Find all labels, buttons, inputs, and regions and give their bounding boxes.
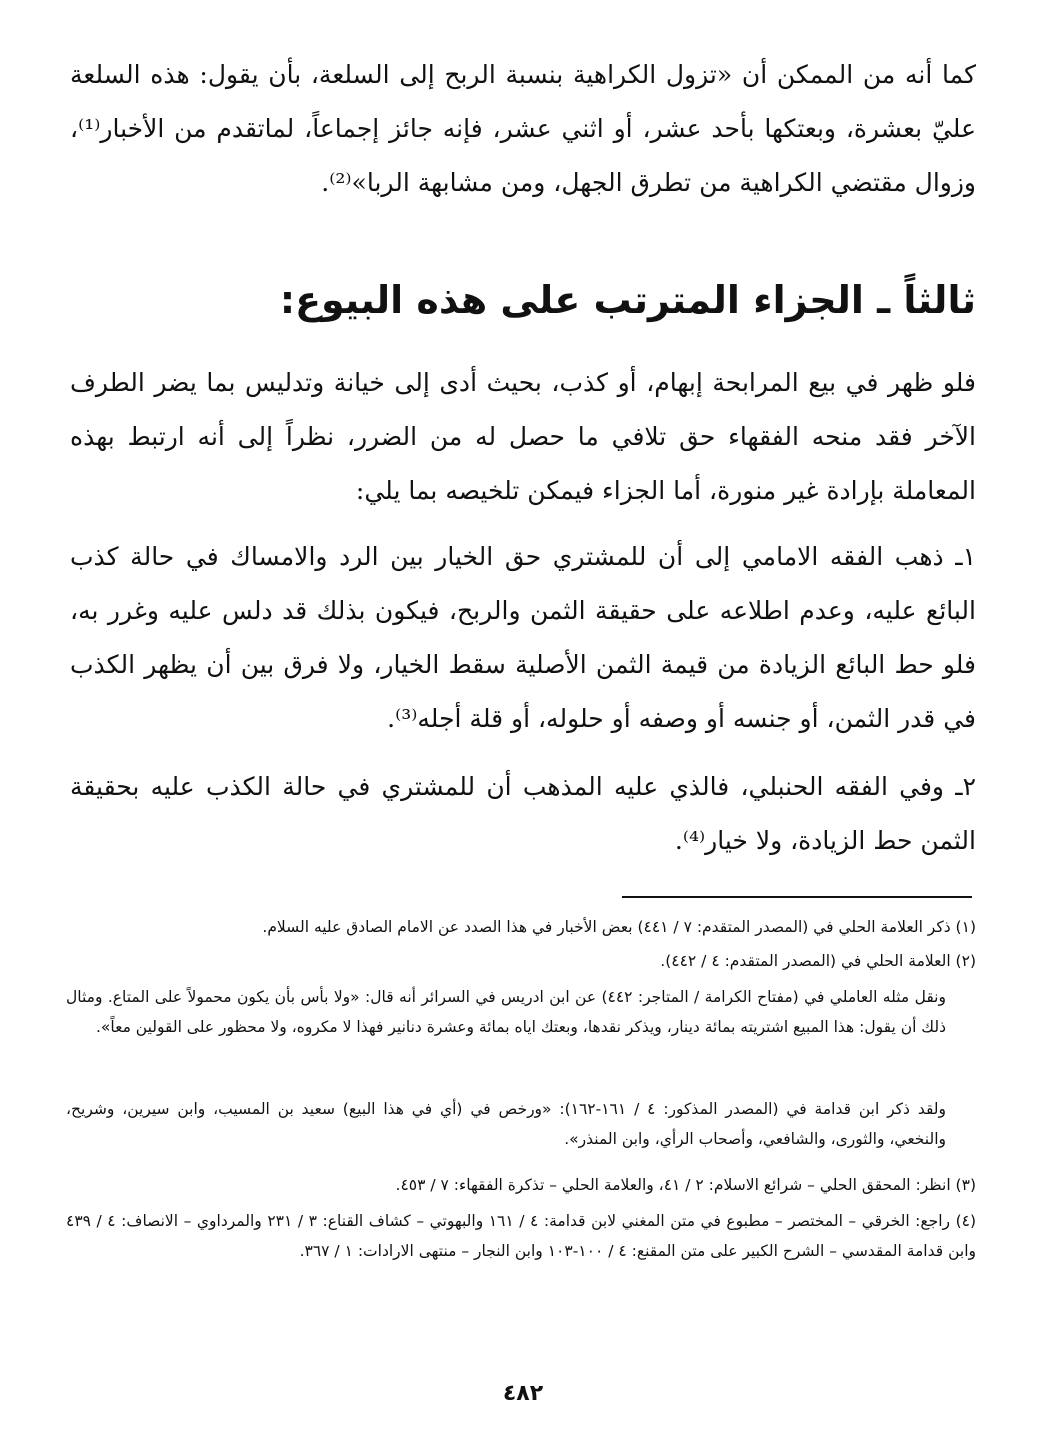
footnote-2-note-b: ولقد ذكر ابن قدامة في (المصدر المذكور: ٤ / ١٦١-١٦٢): «ورخص في (أي في هذا البيع) سعيد بن المسيب، وابن سيرين، وشريح، والنخعي، والثورى، والشافعي، وأصحاب الرأي، وابن المنذر».: [66, 1100, 946, 1148]
footnote-4: (٤) راجع: الخرقي – المختصر – مطبوع في متن المغني لابن قدامة: ٤ / ١٦١ والبهوتي – كشاف القناع: ٣ / ٢٣١ والمرداوي – الانصاف: ٤ / ٤٣٩ وابن قدامة المقدسي – الشرح الكبير على متن المقنع: ٤ / ١٠٠-١٠٣ وابن النجار – منتهى الارادات: ١ / ٣٦٧.: [66, 1212, 977, 1260]
footnote-1: (١) ذكر العلامة الحلي في (المصدر المتقدم: ٧ / ٤٤١) بعض الأخبار في هذا الصدد عن الامام الصادق عليه السلام.: [262, 918, 976, 936]
point-1-imami-jurisprudence: ١ـ ذهب الفقه الامامي إلى أن للمشتري حق الخيار بين الرد والامساك في حالة كذب البائع عليه، وعدم اطلاعه على حقيقة الثمن والربح، فيكون بذلك قد دلس عليه وغرر به، فلو حط البائع الزيادة من قيمة الثمن الأصلية سقط الخيار، ولا فرق بين أن يظهر الكذب في قدر الثمن، أو جنسه أو وصفه أو حلوله، أو قلة أجله⁽³⁾.: [70, 542, 976, 733]
footnote-3: (٣) انظر: المحقق الحلي – شرائع الاسلام: ٢ / ٤١، والعلامة الحلي – تذكرة الفقهاء: ٧ / ٤٥٣.: [395, 1176, 976, 1194]
paragraph-penalty-intro: فلو ظهر في بيع المرابحة إبهام، أو كذب، بحيث أدى إلى خيانة وتدليس بما يضر الطرف الآخر فقد منحه الفقهاء حق تلافي ما حصل له من الضرر، نظراً إلى أنه ارتبط بهذه المعاملة بإرادة غير منورة، أما الجزاء فيمكن تلخيصه بما يلي:: [70, 368, 976, 505]
footnote-2-note-a: ونقل مثله العاملي في (مفتاح الكرامة / المتاجر: ٤٤٢) عن ابن ادريس في السرائر أنه قال: «ولا بأس بأن يكون محمولاً على المتاع. ومثال ذلك أن يقول: هذا المبيع اشتريته بمائة دينار، ويذكر نقدها، وبعتك اياه بمائة وعشرة دنانير فهذا لا مكروه، ولا محظور على القولين معاً».: [66, 988, 946, 1036]
point-2-hanbali-jurisprudence: ٢ـ وفي الفقه الحنبلي، فالذي عليه المذهب أن للمشتري في حالة الكذب عليه بحقيقة الثمن حط الزيادة، ولا خيار⁽⁴⁾.: [70, 772, 976, 855]
intro-paragraph: كما أنه من الممكن أن «تزول الكراهية بنسبة الربح إلى السلعة، بأن يقول: هذه السلعة عليّ بعشرة، وبعتكها بأحد عشر، أو اثني عشر، فإنه جائز إجماعاً، لماتقدم من الأخبار⁽¹⁾، وزوال مقتضي الكراهية من تطرق الجهل، ومن مشابهة الربا»⁽²⁾.: [70, 60, 976, 197]
page-number: ٤٨٢: [502, 1381, 544, 1406]
footnote-separator: [622, 896, 972, 898]
footnote-2: (٢) العلامة الحلي في (المصدر المتقدم: ٤ / ٤٤٢).: [660, 952, 976, 970]
section-heading: ثالثاً ـ الجزاء المترتب على هذه البيوع:: [279, 278, 976, 322]
